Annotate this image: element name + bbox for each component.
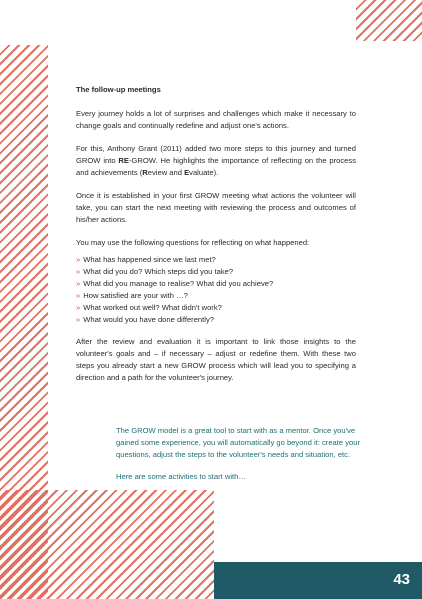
main-content bbox=[76, 84, 356, 395]
bullet-icon: » bbox=[76, 303, 81, 312]
paragraph-intro: Every journey holds a lot of surprises and challenges which make it necessary to change goals and continually redefine and adjust one's actions. bbox=[76, 109, 356, 130]
page-number: 43 bbox=[393, 571, 410, 588]
bullet-icon: » bbox=[76, 255, 81, 264]
bullet-icon: » bbox=[76, 315, 81, 324]
paragraph-regrow-text-4: valuate). bbox=[189, 168, 219, 177]
list-item bbox=[76, 302, 356, 314]
paragraph-regrow-text-2: -GROW. He highlights the importance of reflecting on the process and achievements ( bbox=[76, 156, 356, 177]
paragraph-review-evaluation: After the review and evaluation it is important to link those insights to the volunteer's goals and – if necessary – adjust or redefine them. With these two steps you already start a new GROW process which will lead you to specifying a direction and a path for the volunteer's journey. bbox=[76, 337, 356, 382]
decorative-stripes-top-right bbox=[356, 0, 422, 41]
decorative-stripes-bottom bbox=[0, 490, 214, 599]
list-item bbox=[76, 314, 356, 326]
bullet-icon: » bbox=[76, 267, 81, 276]
question-text: What has happened since we last met? bbox=[83, 255, 216, 264]
footer-bar bbox=[214, 562, 422, 599]
paragraph-regrow-bold-e: E bbox=[184, 168, 190, 177]
paragraph-regrow-text-3: eview and bbox=[147, 168, 185, 177]
question-text: How satisfied are your with …? bbox=[83, 291, 188, 300]
bullet-icon: » bbox=[76, 291, 81, 300]
bullet-icon: » bbox=[76, 279, 81, 288]
paragraph-questions-intro: You may use the following questions for reflecting on what happened: bbox=[76, 238, 310, 247]
list-item bbox=[76, 290, 356, 302]
callout-text: The GROW model is a great tool to start with as a mentor. Once you've gained some experience, you will automatically go beyond it: create your questions, adjust the steps to the volunteer's needs and situation, etc. bbox=[116, 426, 360, 459]
question-text: What did you manage to realise? What did you achieve? bbox=[83, 279, 274, 288]
list-item bbox=[76, 266, 356, 278]
question-text: What did you do? Which steps did you take? bbox=[83, 267, 234, 276]
paragraph-regrow-bold-re: RE bbox=[118, 156, 129, 165]
paragraph-regrow-bold-r: R bbox=[142, 168, 148, 177]
paragraph-regrow bbox=[76, 143, 356, 179]
paragraph-regrow-text-1: For this, Anthony Grant (2011) added two more steps to this journey and turned GROW into bbox=[76, 144, 356, 165]
callout-activities-intro: Here are some activities to start with… bbox=[116, 472, 246, 481]
list-item bbox=[76, 254, 356, 266]
reflection-questions-list bbox=[76, 254, 356, 326]
question-text: What worked out well? What didn't work? bbox=[83, 303, 222, 312]
question-text: What would you have done differently? bbox=[83, 315, 214, 324]
section-heading: The follow-up meetings bbox=[76, 85, 161, 94]
paragraph-first-meeting: Once it is established in your first GROW meeting what actions the volunteer will take, you can start the next meeting with reviewing the process and outcomes of his/her actions. bbox=[76, 191, 356, 224]
mentor-tip-callout bbox=[116, 425, 366, 493]
list-item bbox=[76, 278, 356, 290]
